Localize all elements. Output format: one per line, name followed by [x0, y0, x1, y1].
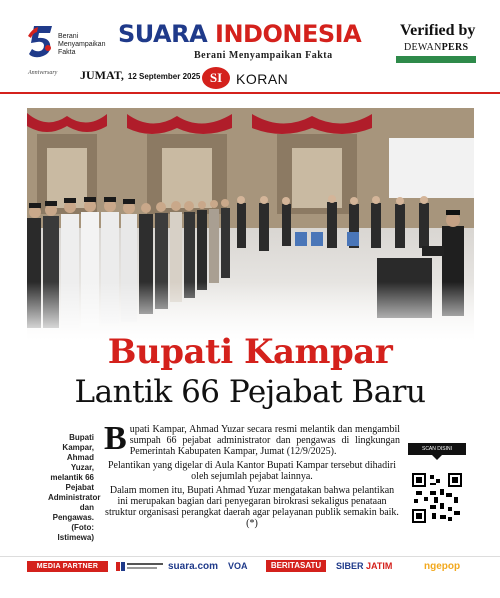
article-body [104, 420, 400, 532]
partner-siber-jatim[interactable]: SIBER JATIM [336, 561, 393, 571]
drop-cap: B [104, 420, 127, 457]
article-paragraph-2: Pelantikan yang digelar di Aula Kantor Bupati Kampar tersebut dihadiri oleh sejumlah pejabat lainnya. [108, 460, 396, 482]
dewan-pers-logo: DEWANPERS [404, 42, 469, 53]
masthead-title[interactable] [118, 20, 361, 48]
section-label: KORAN [236, 71, 289, 87]
anniversary-mark: Anniversary [28, 70, 58, 76]
dateline-date: 12 September 2025 [127, 72, 201, 81]
headline-line-2: Lantik 66 Pejabat Baru [74, 374, 426, 410]
dewan-pers-number-strip [396, 56, 476, 63]
partner-logo-network[interactable] [116, 560, 164, 573]
scan-arrow-icon [432, 455, 442, 460]
scan-here-label: SCAN DISINI [408, 443, 466, 455]
partner-beritasatu[interactable]: BERITASATU [266, 560, 326, 572]
suara-indonesia-5-logo [26, 24, 56, 60]
header-divider [0, 92, 500, 94]
masthead-suara: SUARA [118, 20, 208, 48]
footer-divider [0, 556, 500, 557]
article-paragraph-1: Bupati Kampar, Ahmad Yuzar secara resmi melantik dan mengambil sumpah 66 pejabat administrator dan pengawas di lingkungan Pemerintah Kabupaten Kampar, Jumat (12/9/2025). [104, 420, 400, 457]
media-partner-label: MEDIA PARTNER [27, 561, 108, 572]
qr-code-icon[interactable] [412, 473, 462, 523]
si-badge: SI [202, 67, 230, 89]
dateline [80, 68, 200, 83]
article-paragraph-3: Dalam momen itu, Bupati Ahmad Yuzar mengatakan bahwa pelantikan ini merupakan bagian dari penyegaran birokrasi sekaligus penataan struktur organisasi perangkat daerah agar pelayanan publik semakin baik. (*) [105, 485, 399, 529]
verified-by-label: Verified by [400, 22, 476, 39]
partner-ngepop[interactable]: ngepop [424, 561, 461, 572]
logo-tagline: Berani Menyampaikan Fakta [58, 33, 106, 56]
inauguration-photo [27, 108, 474, 340]
partner-suara-com[interactable]: suara.com [168, 561, 219, 572]
headline-line-1: Bupati Kampar [107, 332, 393, 372]
article-photo [27, 108, 474, 340]
dateline-day: JUMAT, [80, 68, 124, 82]
photo-caption: Bupati Kampar, Ahmad Yuzar, melantik 66 Pejabat Administrator dan Pengawas. (Foto: Istimewa) [48, 433, 101, 542]
masthead-tagline: Berani Menyampaikan Fakta [194, 50, 333, 61]
masthead-indonesia: INDONESIA [215, 20, 362, 48]
partner-voa[interactable]: VOA [228, 561, 248, 571]
